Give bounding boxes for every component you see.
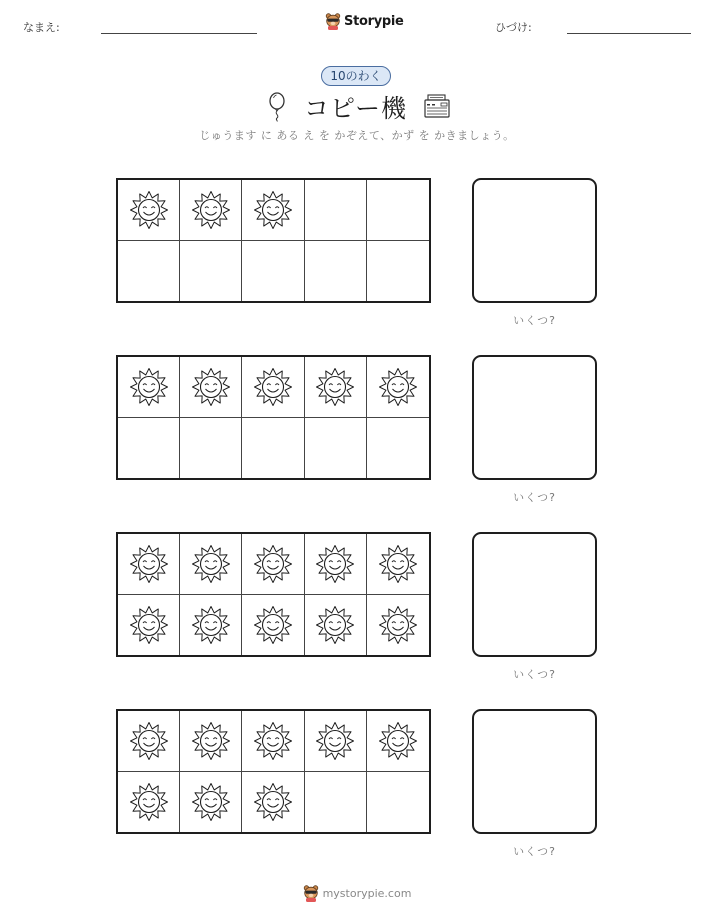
frame-cell — [367, 772, 429, 833]
smiling-sun-icon — [253, 721, 293, 761]
footer-url: mystorypie.com — [322, 886, 412, 900]
frame-cell — [180, 534, 242, 595]
ten-frame — [116, 709, 431, 834]
frame-cell — [242, 180, 304, 241]
smiling-sun-icon — [378, 367, 418, 407]
frame-cell — [367, 711, 429, 772]
answer-box[interactable] — [472, 532, 597, 657]
frame-cell — [367, 180, 429, 241]
smiling-sun-icon — [315, 721, 355, 761]
smiling-sun-icon — [191, 544, 231, 584]
answer-box[interactable] — [472, 355, 597, 480]
smiling-sun-icon — [129, 721, 169, 761]
frame-cell — [118, 180, 180, 241]
frame-cell — [118, 241, 180, 302]
smiling-sun-icon — [315, 367, 355, 407]
frame-cell — [305, 241, 367, 302]
name-label: なまえ: — [23, 21, 60, 34]
footer — [0, 884, 714, 902]
smiling-sun-icon — [378, 721, 418, 761]
smiling-sun-icon — [253, 782, 293, 822]
smiling-sun-icon — [191, 782, 231, 822]
smiling-sun-icon — [129, 605, 169, 645]
frame-cell — [367, 357, 429, 418]
frame-cell — [242, 711, 304, 772]
answer-box[interactable] — [472, 178, 597, 303]
title-row — [0, 89, 714, 123]
frame-cell — [305, 595, 367, 656]
frame-cell — [367, 595, 429, 656]
smiling-sun-icon — [191, 190, 231, 230]
frame-cell — [305, 534, 367, 595]
date-label: ひづけ: — [495, 21, 532, 34]
storypie-bear-icon — [303, 884, 319, 902]
smiling-sun-icon — [253, 544, 293, 584]
frame-cell — [180, 711, 242, 772]
smiling-sun-icon — [191, 605, 231, 645]
smiling-sun-icon — [191, 367, 231, 407]
frame-cell — [305, 418, 367, 479]
page-title: コピー機 — [304, 94, 408, 123]
smiling-sun-icon — [191, 721, 231, 761]
smiling-sun-icon — [129, 190, 169, 230]
frame-cell — [367, 241, 429, 302]
frame-cell — [305, 357, 367, 418]
balloon-icon — [266, 92, 288, 122]
frame-cell — [118, 357, 180, 418]
frame-cell — [242, 241, 304, 302]
smiling-sun-icon — [315, 544, 355, 584]
frame-cell — [118, 418, 180, 479]
frame-cell — [242, 418, 304, 479]
frame-cell — [118, 772, 180, 833]
brand-name: Storypie — [344, 13, 404, 29]
frame-cell — [305, 180, 367, 241]
frame-cell — [367, 534, 429, 595]
frame-cell — [305, 711, 367, 772]
frame-cell — [305, 772, 367, 833]
ten-frame — [116, 178, 431, 303]
ten-frame — [116, 355, 431, 480]
question-label: いくつ? — [513, 491, 556, 504]
frame-cell — [118, 534, 180, 595]
instructions: じゅうます に ある え を かぞえて、かず を かきましょう。 — [199, 129, 515, 142]
smiling-sun-icon — [315, 605, 355, 645]
name-line[interactable] — [101, 33, 257, 34]
question-label: いくつ? — [513, 668, 556, 681]
frame-cell — [118, 595, 180, 656]
frame-cell — [367, 418, 429, 479]
smiling-sun-icon — [378, 605, 418, 645]
ten-frame-badge: 10のわく — [321, 66, 391, 86]
frame-cell — [242, 772, 304, 833]
brand-logo — [325, 12, 404, 30]
frame-cell — [242, 357, 304, 418]
frame-cell — [180, 772, 242, 833]
copier-icon — [422, 92, 452, 120]
answer-box[interactable] — [472, 709, 597, 834]
frame-cell — [180, 418, 242, 479]
frame-cell — [242, 595, 304, 656]
frame-cell — [180, 357, 242, 418]
frame-cell — [180, 241, 242, 302]
smiling-sun-icon — [253, 605, 293, 645]
frame-cell — [118, 711, 180, 772]
question-label: いくつ? — [513, 314, 556, 327]
frame-cell — [180, 595, 242, 656]
smiling-sun-icon — [129, 544, 169, 584]
smiling-sun-icon — [253, 367, 293, 407]
smiling-sun-icon — [253, 190, 293, 230]
question-label: いくつ? — [513, 845, 556, 858]
smiling-sun-icon — [129, 367, 169, 407]
storypie-bear-logo-icon — [325, 12, 341, 30]
frame-cell — [180, 180, 242, 241]
ten-frame — [116, 532, 431, 657]
smiling-sun-icon — [378, 544, 418, 584]
smiling-sun-icon — [129, 782, 169, 822]
frame-cell — [242, 534, 304, 595]
date-line[interactable] — [567, 33, 691, 34]
